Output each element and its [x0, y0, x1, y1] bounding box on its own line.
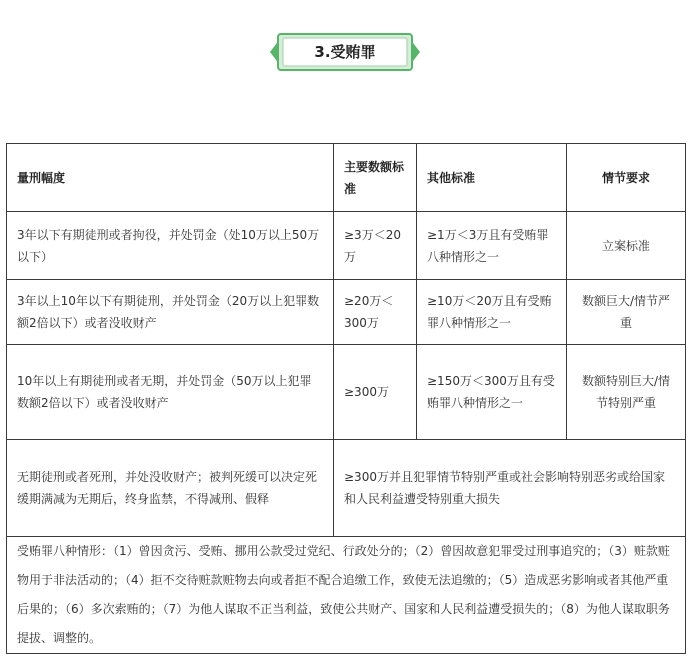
eight-circumstances-note: 受贿罪八种情形：（1）曾因贪污、受贿、挪用公款受过党纪、行政处分的；（2）曾因故意犯罪受过刑事追究的；（3）赃款赃物用于非法活动的；（4）拒不交待赃款赃物去向或者拒不配合追缴工作，致使无法追缴的；（5）造成恶劣影响或者其他严重后果的；（6）多次索贿的；（7）为他人谋取不正当利益，致使公共财产、国家和人民利益遭受损失的；（8）为他人谋取职务提拔、调整的。	[7, 537, 686, 654]
column-header-range: 量刑幅度	[7, 144, 334, 212]
column-header-requirement: 情节要求	[567, 144, 686, 212]
cell-other: ≥10万＜20万且有受贿罪八种情形之一	[417, 280, 567, 345]
cell-amount: ≥300万	[334, 345, 417, 440]
column-header-other: 其他标准	[417, 144, 567, 212]
cell-requirement: 数额特别巨大/情节特别严重	[567, 345, 686, 440]
table-header-row	[7, 144, 686, 212]
cell-range: 3年以上10年以下有期徒刑，并处罚金（20万以上犯罪数额2倍以下）或者没收财产	[7, 280, 334, 345]
table-row	[7, 212, 686, 280]
cell-range: 10年以上有期徒刑或者无期，并处罚金（50万以上犯罪数额2倍以下）或者没收财产	[7, 345, 334, 440]
cell-requirement: 立案标准	[567, 212, 686, 280]
sentencing-table	[6, 143, 686, 654]
cell-range: 无期徒刑或者死刑，并处没收财产；被判死缓可以决定死缓期满减为无期后，终身监禁，不得减刑、假释	[7, 440, 334, 537]
title-badge	[268, 30, 422, 74]
cell-amount: ≥20万＜300万	[334, 280, 417, 345]
table-note-row	[7, 537, 686, 654]
table-row	[7, 280, 686, 345]
cell-standard: ≥300万并且犯罪情节特别严重或社会影响特别恶劣或给国家和人民利益遭受特别重大损失	[334, 440, 686, 537]
table-row	[7, 345, 686, 440]
cell-other: ≥1万＜3万且有受贿罪八种情形之一	[417, 212, 567, 280]
page-title: 3.受贿罪	[314, 43, 376, 61]
cell-requirement: 数额巨大/情节严重	[567, 280, 686, 345]
column-header-amount: 主要数额标准	[334, 144, 417, 212]
cell-other: ≥150万＜300万且有受贿罪八种情形之一	[417, 345, 567, 440]
table-row	[7, 440, 686, 537]
cell-amount: ≥3万＜20万	[334, 212, 417, 280]
cell-range: 3年以下有期徒刑或者拘役，并处罚金（处10万以上50万以下）	[7, 212, 334, 280]
